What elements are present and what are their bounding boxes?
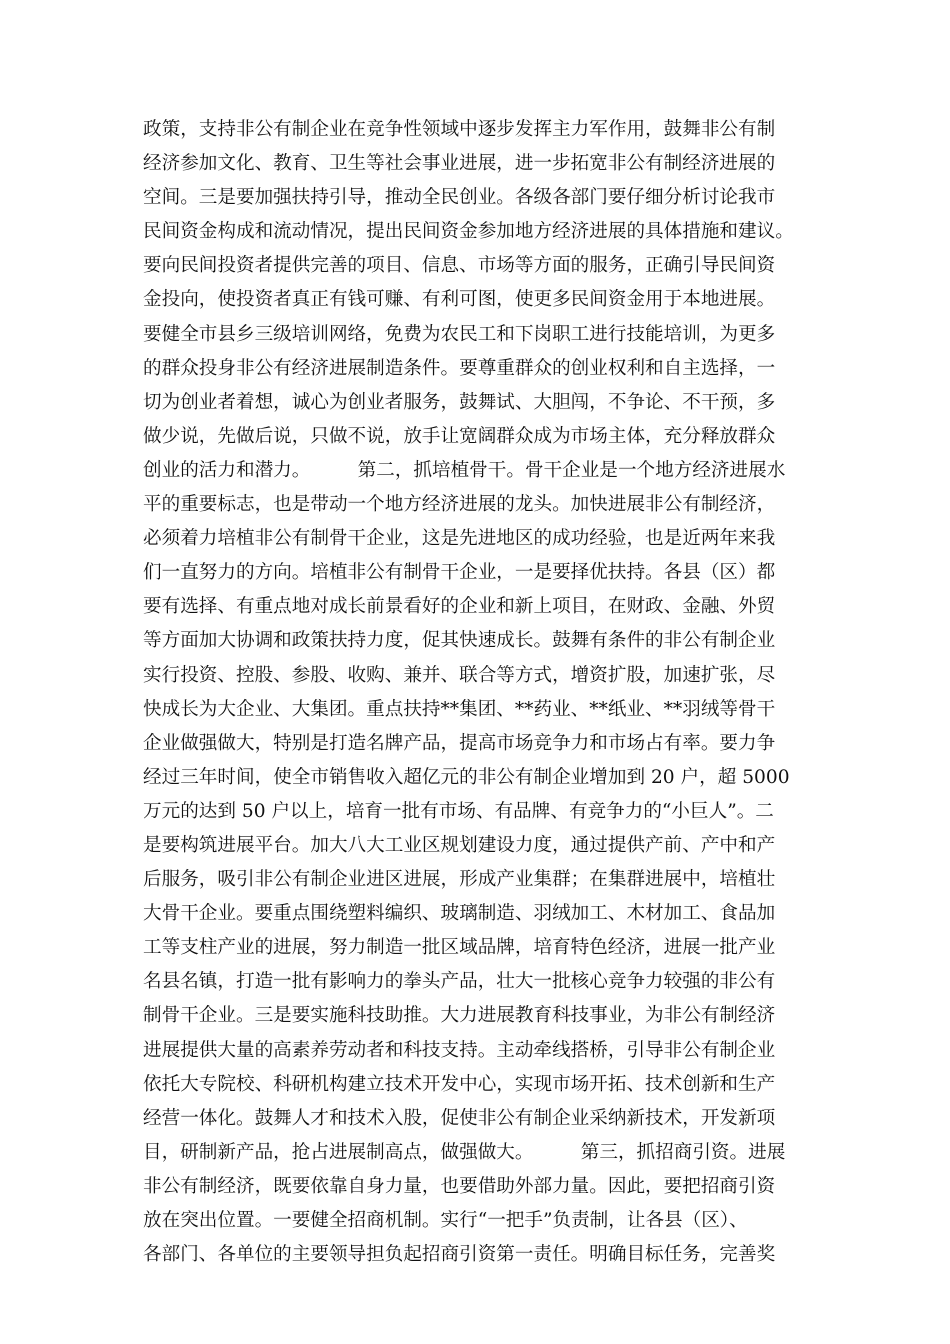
- text-line: 要向民间投资者提供完善的项目、信息、市场等方面的服务，正确引导民间资: [143, 255, 776, 277]
- text-line: 空间。三是要加强扶持引导，推动全民创业。各级各部门要仔细分析讨论我市: [143, 187, 776, 209]
- text-line: 快成长为大企业、大集团。重点扶持**集团、**药业、**纸业、**羽绒等骨干: [143, 698, 776, 720]
- text-line: 经济参加文化、教育、卫生等社会事业进展，进一步拓宽非公有制经济进展的: [143, 153, 776, 175]
- text-line: 企业做强做大，特别是打造名牌产品，提高市场竞争力和市场占有率。要力争: [143, 732, 776, 754]
- text-line: 进展提供大量的高素养劳动者和科技支持。主动牵线搭桥，引导非公有制企业: [143, 1039, 776, 1061]
- text-line: 名县名镇，打造一批有影响力的拳头产品，壮大一批核心竞争力较强的非公有: [143, 971, 776, 993]
- text-line: 依托大专院校、科研机构建立技术开发中心，实现市场开拓、技术创新和生产: [143, 1073, 776, 1095]
- text-line: 等方面加大协调和政策扶持力度，促其快速成长。鼓舞有条件的非公有制企业: [143, 630, 776, 652]
- text-line: 后服务，吸引非公有制企业进区进展，形成产业集群；在集群进展中，培植壮: [143, 869, 776, 891]
- text-line: 们一直努力的方向。培植非公有制骨干企业，一是要择优扶持。各县（区）都: [143, 562, 776, 584]
- text-line: 是要构筑进展平台。加大八大工业区规划建设力度，通过提供产前、产中和产: [143, 834, 776, 856]
- text-line: 平的重要标志，也是带动一个地方经济进展的龙头。加快进展非公有制经济，: [143, 494, 776, 516]
- text-line: 金投向，使投资者真正有钱可赚、有利可图，使更多民间资金用于本地进展。: [143, 289, 776, 311]
- text-line: 制骨干企业。三是要实施科技助推。大力进展教育科技事业，为非公有制经济: [143, 1005, 776, 1027]
- text-line: 必须着力培植非公有制骨干企业，这是先进地区的成功经验，也是近两年来我: [143, 528, 776, 550]
- text-line: 万元的达到 50 户以上，培育一批有市场、有品牌、有竞争力的“小巨人”。二: [143, 800, 774, 822]
- text-line: 切为创业者着想，诚心为创业者服务，鼓舞试、大胆闯，不争论、不干预，多: [143, 391, 776, 413]
- text-line: 目，研制新产品，抢占进展制高点，做强做大。 第三，抓招商引资。进展: [143, 1141, 786, 1163]
- text-line: 实行投资、控股、参股、收购、兼并、联合等方式，增资扩股，加速扩张，尽: [143, 664, 776, 686]
- text-line: 工等支柱产业的进展，努力制造一批区域品牌，培育特色经济，进展一批产业: [143, 937, 776, 959]
- text-line: 创业的活力和潜力。 第二，抓培植骨干。骨干企业是一个地方经济进展水: [143, 459, 786, 481]
- text-line: 要有选择、有重点地对成长前景看好的企业和新上项目，在财政、金融、外贸: [143, 596, 776, 618]
- text-line: 民间资金构成和流动情况，提出民间资金参加地方经济进展的具体措施和建议。: [143, 221, 794, 243]
- text-line: 经营一体化。鼓舞人才和技术入股，促使非公有制企业采纳新技术，开发新项: [143, 1107, 776, 1129]
- text-line: 各部门、各单位的主要领导担负起招商引资第一责任。明确目标任务，完善奖: [143, 1244, 776, 1266]
- text-line: 做少说，先做后说，只做不说，放手让宽阔群众成为市场主体，充分释放群众: [143, 425, 776, 447]
- text-line: 放在突出位置。一要健全招商机制。实行“一把手”负责制，让各县（区）、: [143, 1210, 748, 1231]
- text-line: 经过三年时间，使全市销售收入超亿元的非公有制企业增加到 20 户，超 5000: [143, 766, 790, 788]
- text-line: 要健全市县乡三级培训网络，免费为农民工和下岗职工进行技能培训，为更多: [143, 323, 776, 345]
- body-text: [143, 113, 843, 1272]
- text-line: 政策，支持非公有制企业在竞争性领域中逐步发挥主力军作用，鼓舞非公有制: [143, 119, 776, 140]
- text-line: 的群众投身非公有经济进展制造条件。要尊重群众的创业权利和自主选择，一: [143, 357, 776, 379]
- text-line: 大骨干企业。要重点围绕塑料编织、玻璃制造、羽绒加工、木材加工、食品加: [143, 903, 776, 925]
- text-line: 非公有制经济，既要依靠自身力量，也要借助外部力量。因此，要把招商引资: [143, 1175, 776, 1197]
